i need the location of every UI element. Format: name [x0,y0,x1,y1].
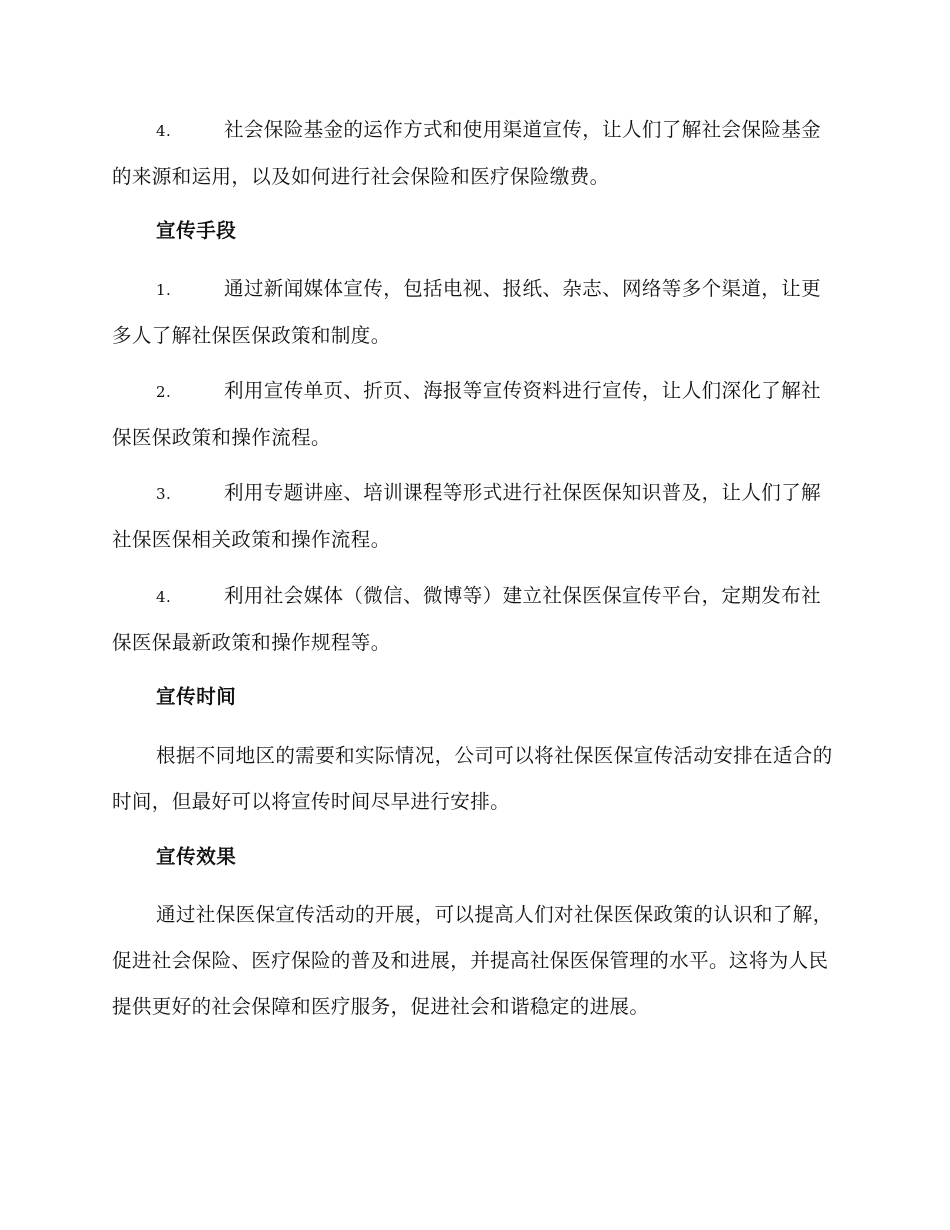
list-item-text: 利用宣传单页、折页、海报等宣传资料进行宣传，让人们深化了解社保医保政策和操作流程。 [112,379,822,449]
paragraph-effect: 通过社保医保宣传活动的开展，可以提高人们对社保医保政策的认识和了解，促进社会保险、医疗保险的普及和进展，并提高社保医保管理的水平。这将为人民提供更好的社会保障和医疗服务，促进社会和谐稳定的进展。 [112,903,833,1018]
list-item-number: 1. [156,281,172,299]
list-item-text: 利用专题讲座、培训课程等形式进行社保医保知识普及，让人们了解社保医保相关政策和操作流程。 [112,481,822,551]
section-heading-effect: 宣传效果 [156,845,237,868]
list-item [112,470,834,563]
list-item [112,266,834,359]
section-heading-means: 宣传手段 [156,219,237,242]
list-item [112,573,834,666]
paragraph-time: 根据不同地区的需要和实际情况，公司可以将社保医保宣传活动安排在适合的时间，但最好可以将宣传时间尽早进行安排。 [112,744,833,813]
list-item-number: 4. [156,122,172,140]
list-item-fund-publicity [112,107,834,200]
list-item-text: 通过新闻媒体宣传，包括电视、报纸、杂志、网络等多个渠道，让更多人了解社保医保政策和制度。 [112,277,822,347]
section-heading-time: 宣传时间 [156,685,237,708]
list-item [112,368,834,461]
list-item-number: 3. [156,485,172,503]
list-item-text: 利用社会媒体（微信、微博等）建立社保医保宣传平台，定期发布社保医保最新政策和操作规程等。 [112,584,822,654]
list-item-text: 社会保险基金的运作方式和使用渠道宣传，让人们了解社会保险基金的来源和运用，以及如何进行社会保险和医疗保险缴费。 [112,118,822,188]
list-item-number: 4. [156,588,172,606]
list-item-number: 2. [156,383,172,401]
